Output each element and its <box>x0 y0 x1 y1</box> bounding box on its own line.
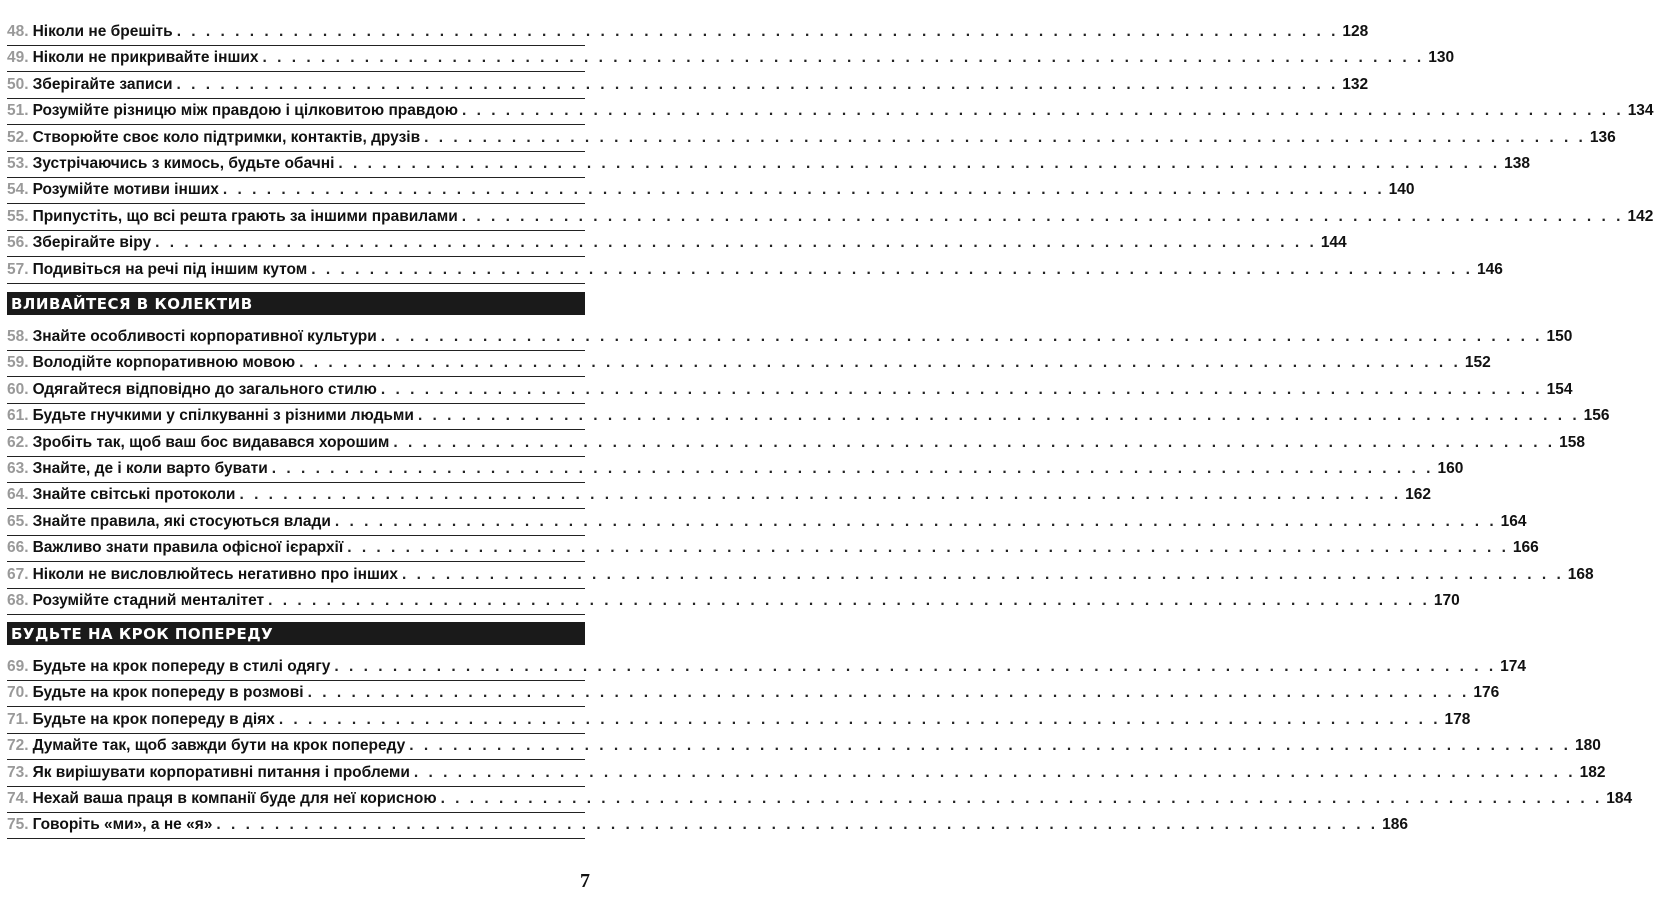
dot-leader: . . . . . . . . . . . . . . . . . . . . . . . . . . . . . . . . . . . . . . . . . . . . . . . . . . . . . . . . . . . . . . . . . . . . . . . . . . . . . . . . <box>413 763 1576 781</box>
entry-number: 57. <box>7 260 29 278</box>
dot-leader: . . . . . . . . . . . . . . . . . . . . . . . . . . . . . . . . . . . . . . . . . . . . . . . . . . . . . . . . . . . . . . . . . . . . . . . . . . . . . . . . <box>440 790 1603 807</box>
toc-entry <box>7 761 1606 787</box>
entry-page: 128 <box>1342 23 1369 40</box>
entry-page: 160 <box>1437 460 1464 477</box>
toc-entry <box>7 378 1573 404</box>
entry-number: 49. <box>7 49 29 67</box>
toc-entry <box>7 351 1491 377</box>
dot-leader: . . . . . . . . . . . . . . . . . . . . . . . . . . . . . . . . . . . . . . . . . . . . . . . . . . . . . . . . . . . . . . . . . . . . . . . . . . . . . . . . <box>393 433 1556 451</box>
entry-number: 64. <box>7 486 29 504</box>
dot-leader: . . . . . . . . . . . . . . . . . . . . . . . . . . . . . . . . . . . . . . . . . . . . . . . . . . . . . . . . . . . . . . . . . . . . . . . . . . . . . . . . <box>311 260 1473 278</box>
toc-entry <box>7 483 1432 509</box>
entry-title: Розумійте стадний менталітет <box>32 592 265 609</box>
dot-leader: . . . . . . . . . . . . . . . . . . . . . . . . . . . . . . . . . . . . . . . . . . . . . . . . . . . . . . . . . . . . . . . . . . . . . . . . . . . . . . . . <box>409 737 1571 755</box>
dot-leader: . . . . . . . . . . . . . . . . . . . . . . . . . . . . . . . . . . . . . . . . . . . . . . . . . . . . . . . . . . . . . . . . . . . . . . . . . . . . . . . . <box>239 486 1402 504</box>
entry-title: Як вирішувати корпоративні питання і проблеми <box>32 763 410 781</box>
entry-number: 62. <box>7 433 29 451</box>
dot-leader: . . . . . . . . . . . . . . . . . . . . . . . . . . . . . . . . . . . . . . . . . . . . . . . . . . . . . . . . . . . . . . . . . . . . . . . . . . . . . . . . <box>268 592 1430 609</box>
toc-entry <box>7 205 1654 231</box>
dot-leader: . . . . . . . . . . . . . . . . . . . . . . . . . . . . . . . . . . . . . . . . . . . . . . . . . . . . . . . . . . . . . . . . . . . . . . . . . . . . . . . . <box>380 380 1543 398</box>
toc-entry <box>7 431 1585 457</box>
dot-leader: . . . . . . . . . . . . . . . . . . . . . . . . . . . . . . . . . . . . . . . . . . . . . . . . . . . . . . . . . . . . . . . . . . . . . . . . . . . . . . . . <box>299 354 1461 372</box>
entry-number: 69. <box>7 658 29 675</box>
entry-number: 73. <box>7 763 29 781</box>
entry-title: Одягайтеся відповідно до загального стилю <box>32 380 377 398</box>
entry-page: 158 <box>1559 433 1585 451</box>
entry-title: Ніколи не прикривайте інших <box>32 49 259 67</box>
toc-entry <box>7 681 1500 707</box>
entry-page: 150 <box>1546 328 1573 345</box>
entry-number: 59. <box>7 354 29 372</box>
toc-entry <box>7 404 1610 430</box>
entry-page: 168 <box>1567 565 1594 583</box>
dot-leader: . . . . . . . . . . . . . . . . . . . . . . . . . . . . . . . . . . . . . . . . . . . . . . . . . . . . . . . . . . . . . . . . . . . . . . . . . . . . . . . . <box>347 539 1509 557</box>
toc-entry <box>7 325 1573 351</box>
entry-title: Будьте на крок попереду в розмові <box>32 684 304 702</box>
entry-title: Знайте особливості корпоративної культури <box>32 328 377 345</box>
entry-title: Знайте, де і коли варто бувати <box>32 460 268 477</box>
entry-title: Нехай ваша праця в компанії буде для неї корисною <box>32 790 437 807</box>
entry-page: 136 <box>1589 128 1616 146</box>
entry-title: Важливо знати правила офісної ієрархії <box>32 539 344 557</box>
dot-leader: . . . . . . . . . . . . . . . . . . . . . . . . . . . . . . . . . . . . . . . . . . . . . . . . . . . . . . . . . . . . . . . . . . . . . . . . . . . . . . . . <box>424 128 1586 146</box>
entry-title: Зробіть так, щоб ваш бос видавався хорошим <box>32 433 390 451</box>
entry-title: Розумійте різницю між правдою і цілковитою правдою <box>32 102 458 120</box>
entry-page: 142 <box>1627 207 1654 225</box>
entry-number: 66. <box>7 539 29 557</box>
toc-entry <box>7 655 1527 681</box>
dot-leader: . . . . . . . . . . . . . . . . . . . . . . . . . . . . . . . . . . . . . . . . . . . . . . . . . . . . . . . . . . . . . . . . . . . . . . . . . . . . . . . . <box>176 75 1339 93</box>
toc-entry <box>7 73 1369 99</box>
entry-number: 71. <box>7 710 29 728</box>
entry-number: 58. <box>7 328 29 345</box>
entry-number: 70. <box>7 684 29 702</box>
dot-leader: . . . . . . . . . . . . . . . . . . . . . . . . . . . . . . . . . . . . . . . . . . . . . . . . . . . . . . . . . . . . . . . . . . . . . . . . . . . . . . . . <box>271 460 1434 477</box>
dot-leader: . . . . . . . . . . . . . . . . . . . . . . . . . . . . . . . . . . . . . . . . . . . . . . . . . . . . . . . . . . . . . . . . . . . . . . . . . . . . . . . . <box>417 407 1580 425</box>
toc-entry <box>7 152 1530 178</box>
dot-leader: . . . . . . . . . . . . . . . . . . . . . . . . . . . . . . . . . . . . . . . . . . . . . . . . . . . . . . . . . . . . . . . . . . . . . . . . . . . . . . . . <box>222 181 1385 199</box>
section-heading: ВЛИВАЙТЕСЯ В КОЛЕКТИВ <box>7 292 585 315</box>
entry-number: 60. <box>7 380 29 398</box>
dot-leader: . . . . . . . . . . . . . . . . . . . . . . . . . . . . . . . . . . . . . . . . . . . . . . . . . . . . . . . . . . . . . . . . . . . . . . . . . . . . . . . . <box>338 155 1501 172</box>
entry-title: Будьте на крок попереду в діях <box>32 710 275 728</box>
dot-leader: . . . . . . . . . . . . . . . . . . . . . . . . . . . . . . . . . . . . . . . . . . . . . . . . . . . . . . . . . . . . . . . . . . . . . . . . . . . . . . . . <box>307 684 1470 702</box>
entry-title: Створюйте своє коло підтримки, контактів, друзів <box>32 128 421 146</box>
entry-number: 67. <box>7 565 29 583</box>
toc-entry <box>7 787 1633 813</box>
entry-page: 130 <box>1428 49 1455 67</box>
entry-page: 138 <box>1504 155 1530 172</box>
entry-title: Будьте на крок попереду в стилі одягу <box>32 658 331 675</box>
dot-leader: . . . . . . . . . . . . . . . . . . . . . . . . . . . . . . . . . . . . . . . . . . . . . . . . . . . . . . . . . . . . . . . . . . . . . . . . . . . . . . . . <box>334 658 1497 675</box>
entry-number: 52. <box>7 128 29 146</box>
toc-entry <box>7 457 1464 483</box>
entry-page: 174 <box>1500 658 1527 675</box>
entry-page: 134 <box>1627 102 1654 120</box>
entry-page: 154 <box>1546 380 1573 398</box>
entry-title: Ніколи не брешіть <box>32 23 173 40</box>
entry-title: Знайте світські протоколи <box>32 486 236 504</box>
toc-entry <box>7 231 1347 257</box>
entry-page: 170 <box>1433 592 1460 609</box>
entry-title: Припустіть, що всі решта грають за іншими правилами <box>32 207 458 225</box>
entry-title: Думайте так, щоб завжди бути на крок попереду <box>32 737 406 755</box>
entry-page: 184 <box>1606 790 1633 807</box>
dot-leader: . . . . . . . . . . . . . . . . . . . . . . . . . . . . . . . . . . . . . . . . . . . . . . . . . . . . . . . . . . . . . . . . . . . . . . . . . . . . . . . . <box>461 102 1624 120</box>
entry-page: 166 <box>1512 539 1539 557</box>
entry-page: 152 <box>1464 354 1491 372</box>
entry-number: 51. <box>7 102 29 120</box>
entry-number: 48. <box>7 23 29 40</box>
toc-entry <box>7 813 1408 839</box>
entry-title: Зустрічаючись з кимось, будьте обачні <box>32 155 335 172</box>
toc-entry <box>7 46 1455 72</box>
entry-number: 75. <box>7 816 29 834</box>
toc-entry <box>7 734 1601 760</box>
toc-entry <box>7 536 1539 562</box>
dot-leader: . . . . . . . . . . . . . . . . . . . . . . . . . . . . . . . . . . . . . . . . . . . . . . . . . . . . . . . . . . . . . . . . . . . . . . . . . . . . . . . . <box>380 328 1543 345</box>
entry-title: Говоріть «ми», а не «я» <box>32 816 213 834</box>
entry-title: Зберігайте записи <box>32 75 173 93</box>
toc-entry <box>7 178 1415 204</box>
entry-page: 156 <box>1583 407 1610 425</box>
entry-title: Зберігайте віру <box>32 234 152 252</box>
toc-entry <box>7 510 1527 536</box>
toc-entry <box>7 708 1471 734</box>
entry-number: 54. <box>7 181 29 199</box>
entry-number: 74. <box>7 790 29 807</box>
entry-title: Подивіться на речі під іншим кутом <box>32 260 308 278</box>
toc-entry <box>7 126 1616 152</box>
entry-number: 55. <box>7 207 29 225</box>
entry-title: Ніколи не висловлюйтесь негативно про інших <box>32 565 399 583</box>
entry-title: Володійте корпоративною мовою <box>32 354 296 372</box>
entry-number: 61. <box>7 407 29 425</box>
entry-page: 146 <box>1476 260 1503 278</box>
entry-page: 180 <box>1574 737 1601 755</box>
dot-leader: . . . . . . . . . . . . . . . . . . . . . . . . . . . . . . . . . . . . . . . . . . . . . . . . . . . . . . . . . . . . . . . . . . . . . . . . . . . . . . . . <box>278 710 1441 728</box>
entry-title: Розумійте мотиви інших <box>32 181 219 199</box>
toc-entry <box>7 20 1369 46</box>
entry-page: 176 <box>1473 684 1500 702</box>
entry-title: Будьте гнучкими у спілкуванні з різними людьми <box>32 407 414 425</box>
dot-leader: . . . . . . . . . . . . . . . . . . . . . . . . . . . . . . . . . . . . . . . . . . . . . . . . . . . . . . . . . . . . . . . . . . . . . . . . . . . . . . . . <box>155 234 1317 252</box>
entry-number: 63. <box>7 460 29 477</box>
entry-page: 162 <box>1405 486 1432 504</box>
entry-number: 50. <box>7 75 29 93</box>
toc-entry <box>7 589 1460 615</box>
entry-number: 56. <box>7 234 29 252</box>
dot-leader: . . . . . . . . . . . . . . . . . . . . . . . . . . . . . . . . . . . . . . . . . . . . . . . . . . . . . . . . . . . . . . . . . . . . . . . . . . . . . . . . <box>461 207 1624 225</box>
toc-entry <box>7 563 1594 589</box>
entry-number: 68. <box>7 592 29 609</box>
entry-title: Знайте правила, які стосуються влади <box>32 512 331 530</box>
entry-page: 186 <box>1382 816 1408 834</box>
page-number: 7 <box>580 870 590 892</box>
section-heading: БУДЬТЕ НА КРОК ПОПЕРЕДУ <box>7 622 585 645</box>
entry-page: 140 <box>1388 181 1415 199</box>
entry-page: 144 <box>1320 234 1347 252</box>
toc-entry <box>7 99 1654 125</box>
entry-number: 53. <box>7 155 29 172</box>
entry-page: 164 <box>1500 512 1527 530</box>
dot-leader: . . . . . . . . . . . . . . . . . . . . . . . . . . . . . . . . . . . . . . . . . . . . . . . . . . . . . . . . . . . . . . . . . . . . . . . . . . . . . . . . <box>176 23 1339 40</box>
entry-page: 182 <box>1579 763 1606 781</box>
entry-number: 65. <box>7 512 29 530</box>
entry-page: 132 <box>1342 75 1369 93</box>
dot-leader: . . . . . . . . . . . . . . . . . . . . . . . . . . . . . . . . . . . . . . . . . . . . . . . . . . . . . . . . . . . . . . . . . . . . . . . . . . . . . . . . <box>334 512 1497 530</box>
dot-leader: . . . . . . . . . . . . . . . . . . . . . . . . . . . . . . . . . . . . . . . . . . . . . . . . . . . . . . . . . . . . . . . . . . . . . . . . . . . . . . . . <box>216 816 1379 834</box>
dot-leader: . . . . . . . . . . . . . . . . . . . . . . . . . . . . . . . . . . . . . . . . . . . . . . . . . . . . . . . . . . . . . . . . . . . . . . . . . . . . . . . . <box>262 49 1425 67</box>
entry-number: 72. <box>7 737 29 755</box>
dot-leader: . . . . . . . . . . . . . . . . . . . . . . . . . . . . . . . . . . . . . . . . . . . . . . . . . . . . . . . . . . . . . . . . . . . . . . . . . . . . . . . . <box>402 565 1564 583</box>
entry-page: 178 <box>1444 710 1471 728</box>
toc-entry <box>7 258 1503 284</box>
